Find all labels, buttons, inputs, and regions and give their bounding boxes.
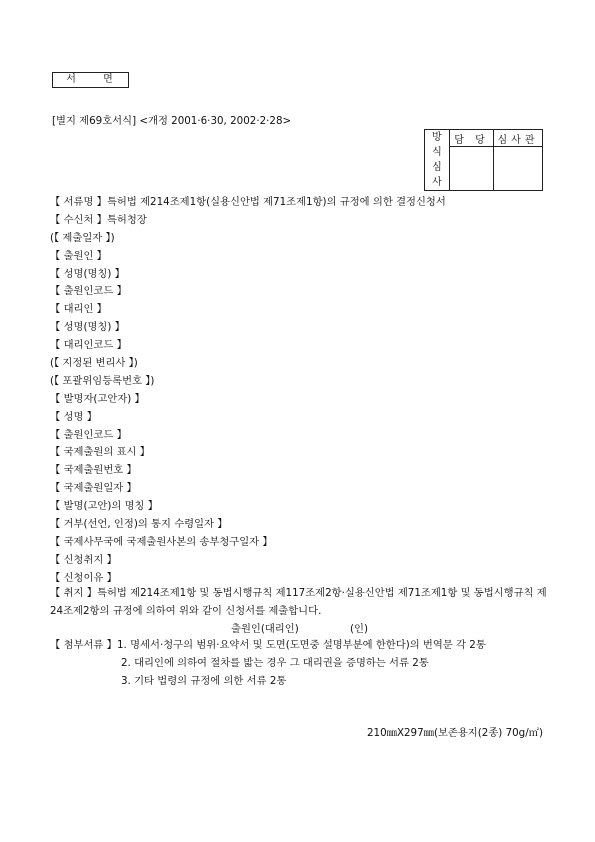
document-title: 서 면 (52, 72, 129, 88)
attachment-item (50, 672, 550, 690)
seal-mark: (인) (350, 623, 368, 635)
check-label-char: 사 (432, 177, 442, 188)
field-applicant-name: 【 성명(명칭) 】 (50, 267, 125, 280)
attachment-item (50, 636, 550, 654)
attachment-text: 3. 기타 법령의 규정에 의한 서류 2통 (121, 675, 287, 687)
attachment-text: 1. 명세서·청구의 범위·요약서 및 도면(도면중 설명부분에 한한다)의 번역문 각 2통 (117, 639, 486, 651)
field-agent-name: 【 성명(명칭) 】 (50, 321, 125, 334)
field-agent: 【 대리인 】 (50, 303, 107, 316)
check-col-officer: 담 당 (450, 130, 494, 147)
check-label-char: 식 (432, 147, 442, 158)
field-request-purpose: 【 신청취지 】 (50, 553, 117, 566)
examiner-stamp-cell (494, 147, 543, 191)
field-agent-code: 【 대리인코드 】 (50, 339, 127, 352)
field-inventor-name: 【 성명 】 (50, 410, 98, 423)
field-general-power-number: (【 포괄위임등록번호 】) (50, 374, 155, 387)
applicant-sign-label: 출원인(대리인) (231, 623, 299, 635)
check-label-char: 방 (432, 132, 442, 143)
form-header: [별지 제69호서식] <개정 2001·6·30, 2002·2·28> (52, 115, 292, 127)
field-inventor: 【 발명자(고안자) 】 (50, 392, 145, 405)
field-applicant-code: 【 출원인코드 】 (50, 285, 127, 298)
attachments-section (50, 636, 550, 690)
officer-stamp-cell (450, 147, 494, 191)
field-intl-application-indication: 【 국제출원의 표시 】 (50, 446, 151, 459)
form-fields (50, 194, 550, 588)
field-submission-date: (【 제출일자 】) (50, 231, 115, 244)
field-intl-application-date: 【 국제출원일자 】 (50, 482, 137, 495)
field-intl-application-number: 【 국제출원번호 】 (50, 464, 137, 477)
attachments-label: 【 첨부서류 】 (50, 639, 117, 651)
check-label-char: 심 (432, 162, 442, 173)
field-copy-request-date: 【 국제사무국에 국제출원사본의 송부청구일자 】 (50, 535, 273, 548)
field-applicant: 【 출원인 】 (50, 249, 107, 262)
check-col-examiner: 심사관 (494, 130, 543, 147)
attachment-text: 2. 대리인에 의하여 절차를 밟는 경우 그 대리권을 증명하는 서류 2통 (121, 657, 429, 669)
field-document-name: 【 서류명 】특허법 제214조제1항(실용신안법 제71조제1항)의 규정에 의한 결정신청서 (50, 196, 446, 208)
field-invention-title: 【 발명(고안)의 명칭 】 (50, 500, 159, 513)
decision-statement: 【 취지 】특허법 제214조제1항 및 동법시행규칙 제117조제2항·실용신안법 제71조제1항 및 동법시행규칙 제24조제2항의 규정에 의하여 위와 같이 신청서를 제출합니다. (50, 587, 547, 617)
check-table-label (425, 130, 450, 191)
applicant-signature-line (231, 620, 368, 635)
examination-check-table (424, 129, 543, 191)
field-designated-attorney: (【 지정된 변리사 】) (50, 357, 138, 370)
field-recipient: 【 수신처 】특허청장 (50, 213, 147, 226)
field-inventor-code: 【 출원인코드 】 (50, 428, 127, 441)
paper-specification: 210㎜X297㎜(보존용지(2종) 70g/㎡) (367, 727, 543, 739)
field-refusal-notice-date: 【 거부(선언, 인정)의 통지 수령일자 】 (50, 518, 228, 531)
attachment-item (50, 654, 550, 672)
field-request-reason: 【 신청이유 】 (50, 571, 117, 584)
